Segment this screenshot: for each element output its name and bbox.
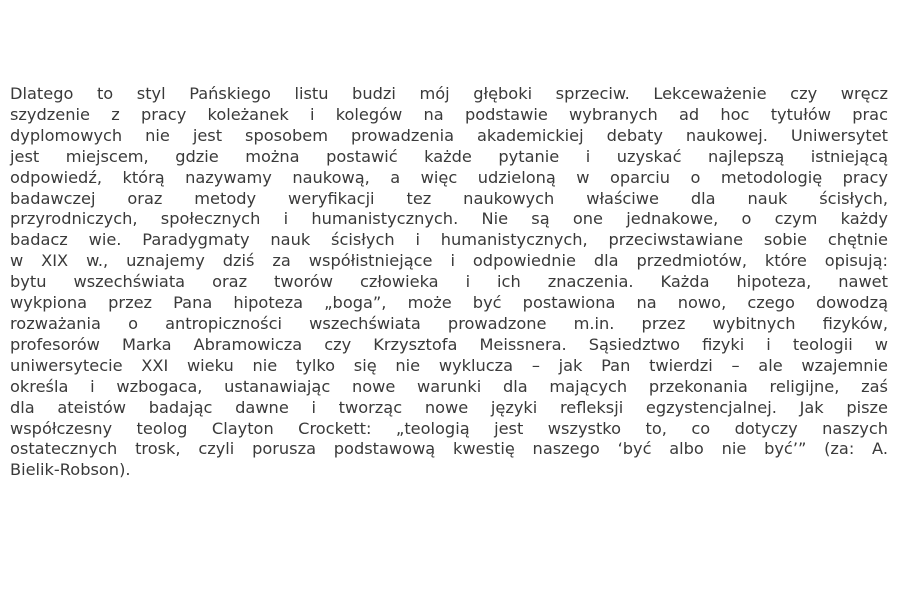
paragraph-line: profesorów Marka Abramowicza czy Krzysztofa Meissnera. Sąsiedztwo fizyki i teologii w <box>10 334 888 354</box>
paragraph-line: ostatecznych trosk, czyli porusza podstawową kwestię naszego ‘być albo nie być’” (za: A. <box>10 439 888 459</box>
paragraph-line: współczesny teolog Clayton Crockett: „teologią jest wszystko to, co dotyczy naszych <box>10 418 888 438</box>
paragraph-line: odpowiedź, którą nazywamy naukową, a więc udzieloną w oparciu o metodologię pracy <box>10 167 888 187</box>
paragraph-line: szydzenie z pracy koleżanek i kolegów na podstawie wybranych ad hoc tytułów prac <box>10 104 888 124</box>
paragraph-line: bytu wszechświata oraz tworów człowieka i ich znaczenia. Każda hipoteza, nawet <box>10 272 888 292</box>
paragraph-line: badawczej oraz metody weryfikacji tez naukowych właściwe dla nauk ścisłych, <box>10 188 888 208</box>
paragraph-line: Dlatego to styl Pańskiego listu budzi mój głęboki sprzeciw. Lekceważenie czy wręcz <box>10 84 888 103</box>
paragraph-line: Bielik-Robson). <box>10 460 131 480</box>
paragraph-line: przyrodniczych, społecznych i humanistycznych. Nie są one jednakowe, o czym każdy <box>10 209 888 229</box>
paragraph-line: badacz wie. Paradygmaty nauk ścisłych i humanistycznych, przeciwstawiane sobie chętnie <box>10 230 888 250</box>
paragraph-line: dla ateistów badając dawne i tworząc nowe języki refleksji egzystencjalnej. Jak pisze <box>10 397 888 417</box>
paragraph-line: w XIX w., uznajemy dziś za współistniejące i odpowiednie dla przedmiotów, które opisują: <box>10 251 888 271</box>
paragraph-line: uniwersytecie XXI wieku nie tylko się nie wyklucza – jak Pan twierdzi – ale wzajemnie <box>10 355 888 375</box>
paragraph-line: rozważania o antropiczności wszechświata prowadzone m.in. przez wybitnych fizyków, <box>10 313 888 333</box>
body-paragraph <box>10 84 888 481</box>
paragraph-line: dyplomowych nie jest sposobem prowadzenia akademickiej debaty naukowej. Uniwersytet <box>10 125 888 145</box>
paragraph-line: określa i wzbogaca, ustanawiając nowe warunki dla mających przekonania religijne, zaś <box>10 376 888 396</box>
paragraph-line: wykpiona przez Pana hipoteza „boga”, może być postawiona na nowo, czego dowodzą <box>10 293 888 313</box>
paragraph-line: jest miejscem, gdzie można postawić każde pytanie i uzyskać najlepszą istniejącą <box>10 146 888 166</box>
